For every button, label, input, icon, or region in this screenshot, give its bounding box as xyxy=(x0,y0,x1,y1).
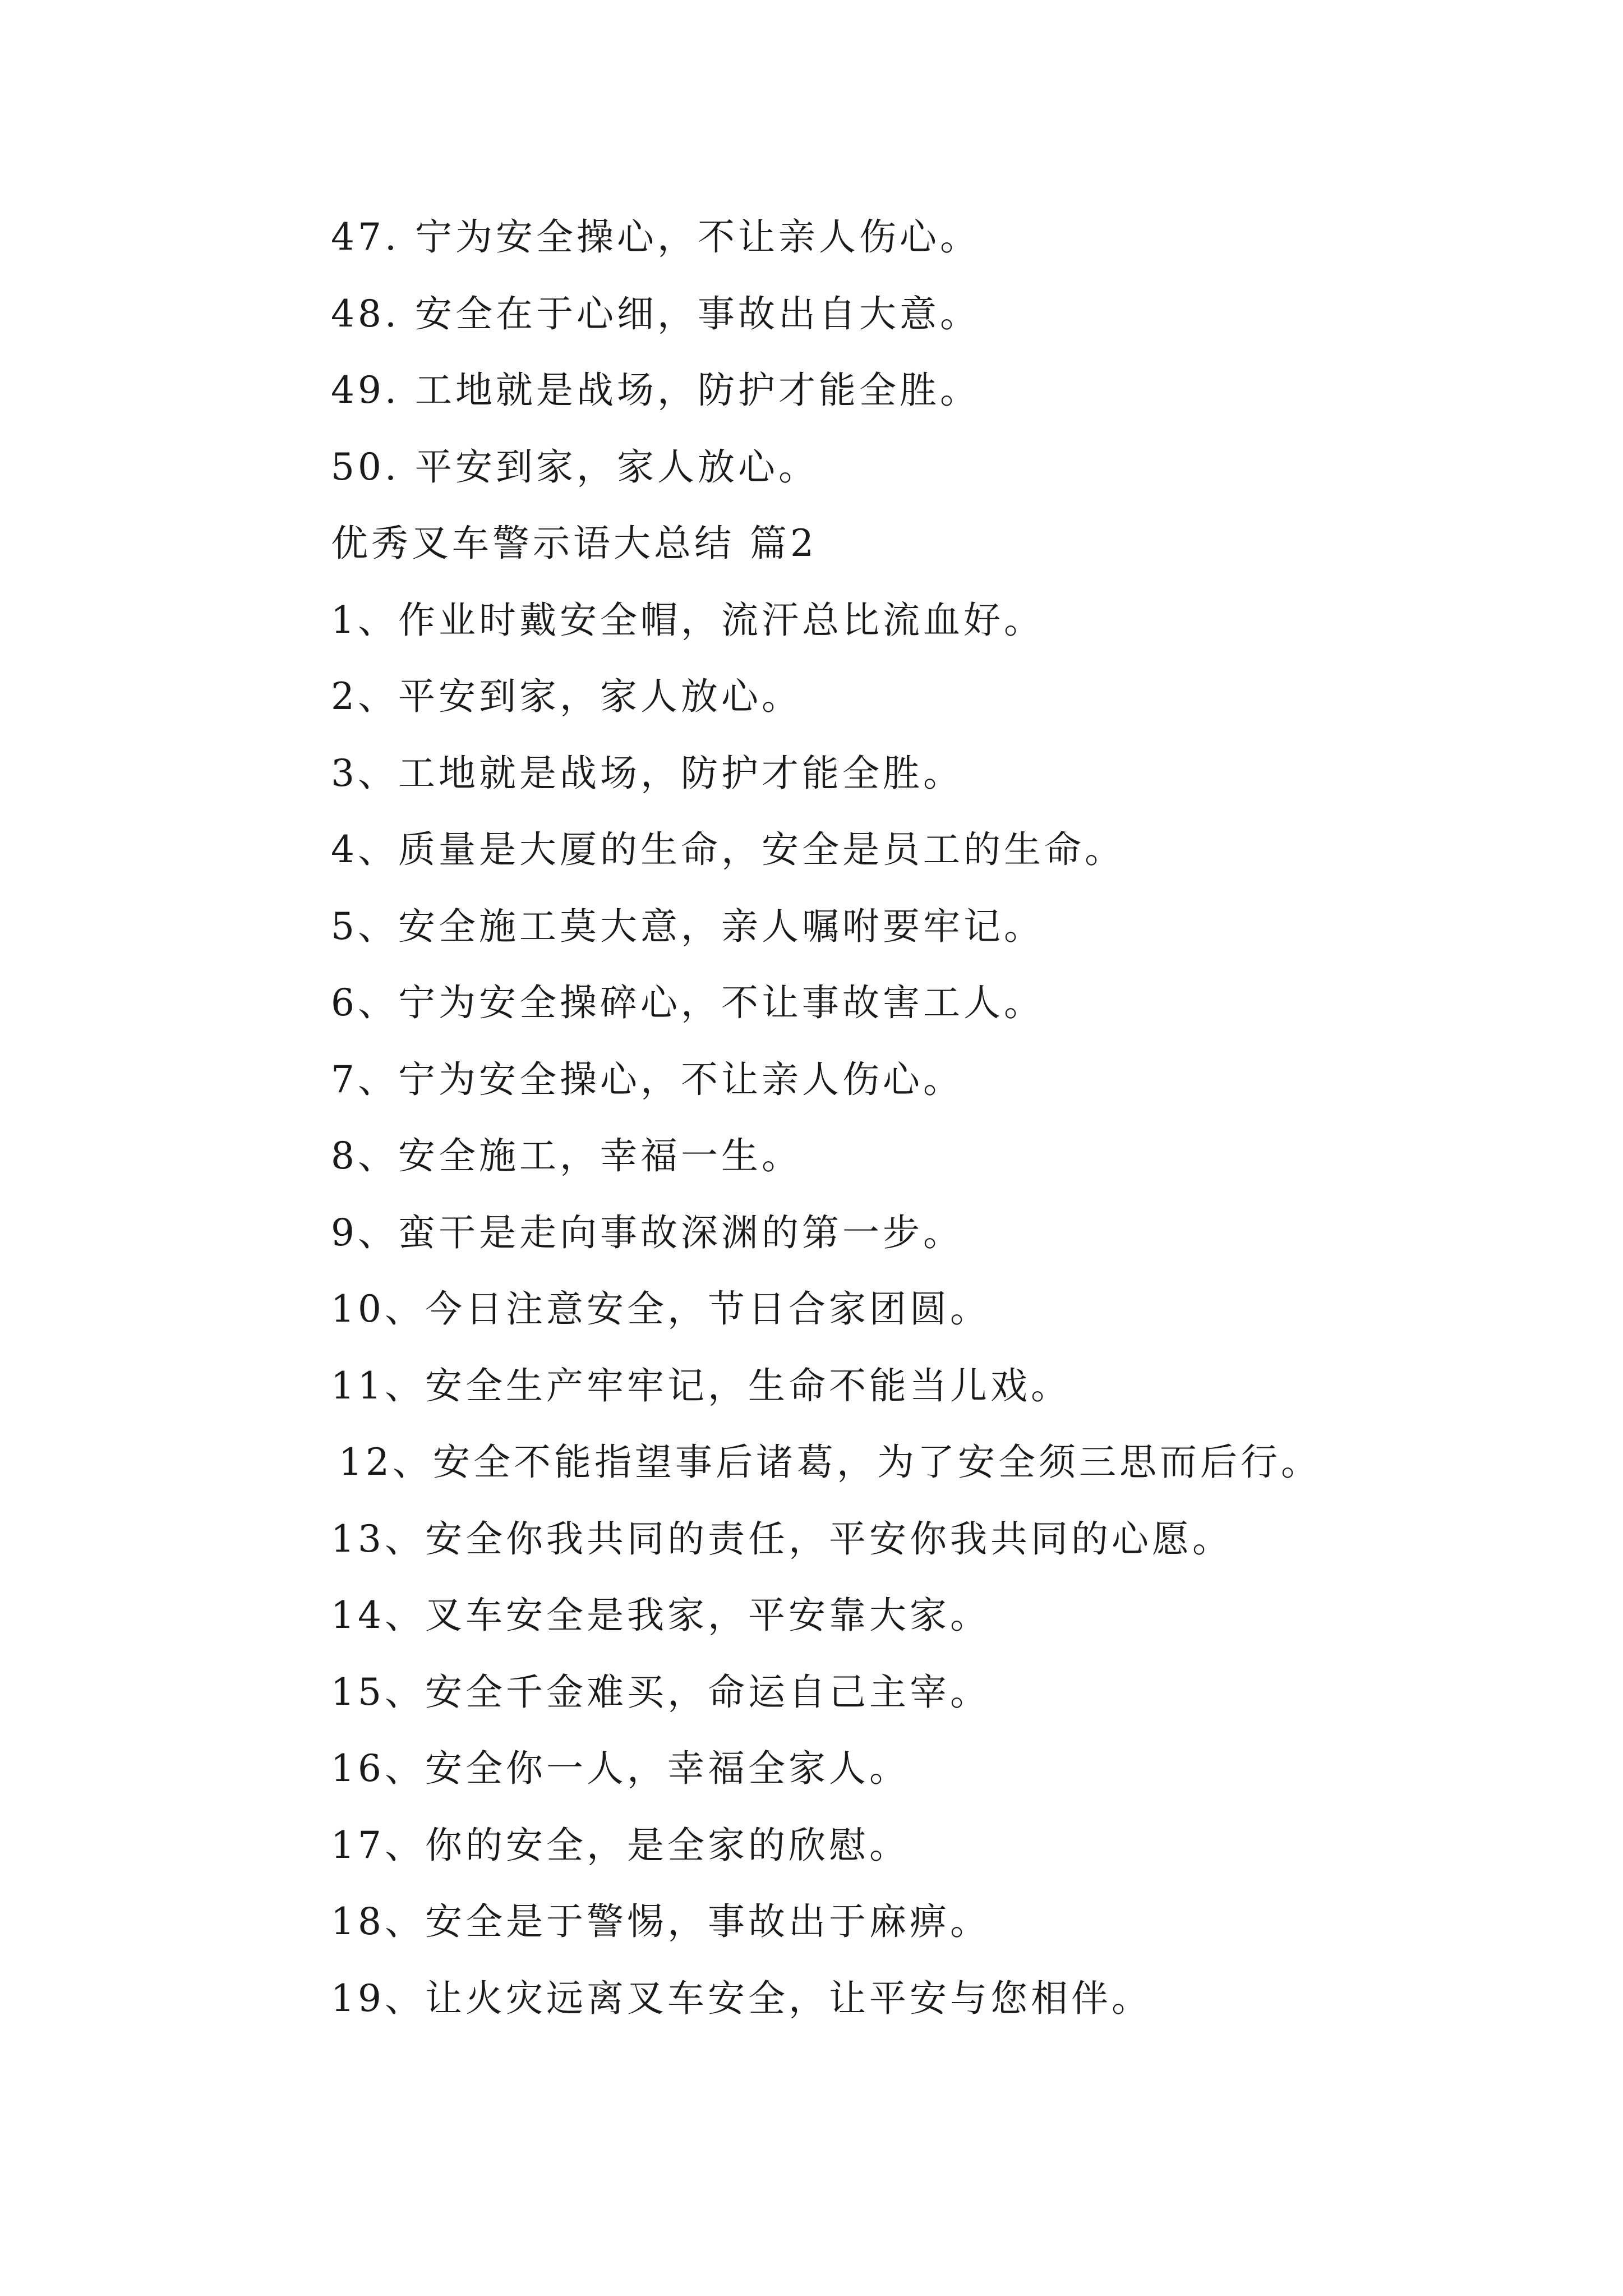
text-line: 17、你的安全，是全家的欣慰。 xyxy=(331,1823,910,1867)
text-line: 7、宁为安全操心，不让亲人伤心。 xyxy=(331,1057,963,1101)
text-line: 13、安全你我共同的责任，平安你我共同的心愿。 xyxy=(331,1517,1233,1561)
text-line: 16、安全你一人，幸福全家人。 xyxy=(331,1747,910,1790)
text-line: 15、安全千金难买，命运自己主宰。 xyxy=(331,1670,990,1714)
text-line: 50. 平安到家，家人放心。 xyxy=(331,445,819,489)
text-line: 48. 安全在于心细，事故出自大意。 xyxy=(331,292,980,335)
text-line: 49. 工地就是战场，防护才能全胜。 xyxy=(331,369,980,412)
text-line: 10、今日注意安全，节日合家团圆。 xyxy=(331,1287,990,1331)
text-line: 12、安全不能指望事后诸葛，为了安全须三思而后行。 xyxy=(339,1441,1321,1484)
text-line: 14、叉车安全是我家，平安靠大家。 xyxy=(331,1594,990,1637)
text-line: 4、质量是大厦的生命，安全是员工的生命。 xyxy=(331,828,1125,871)
text-line: 5、安全施工莫大意，亲人嘱咐要牢记。 xyxy=(331,904,1044,948)
text-line: 9、蛮干是走向事故深渊的第一步。 xyxy=(331,1211,963,1254)
text-line: 2、平安到家，家人放心。 xyxy=(331,675,802,718)
text-line: 47. 宁为安全操心，不让亲人伤心。 xyxy=(331,215,980,259)
text-line: 6、宁为安全操碎心，不让事故害工人。 xyxy=(331,981,1044,1024)
section-heading: 优秀叉车警示语大总结 篇2 xyxy=(331,522,817,565)
text-line: 8、安全施工，幸福一生。 xyxy=(331,1134,802,1177)
text-line: 11、安全生产牢牢记，生命不能当儿戏。 xyxy=(331,1364,1071,1407)
text-line: 1、作业时戴安全帽，流汗总比流血好。 xyxy=(331,598,1044,642)
text-line: 3、工地就是战场，防护才能全胜。 xyxy=(331,751,963,795)
text-line: 18、安全是于警惕，事故出于麻痹。 xyxy=(331,1900,990,1943)
text-lines xyxy=(331,199,1593,2037)
text-line: 19、让火灾远离叉车安全，让平安与您相伴。 xyxy=(331,1976,1152,2020)
